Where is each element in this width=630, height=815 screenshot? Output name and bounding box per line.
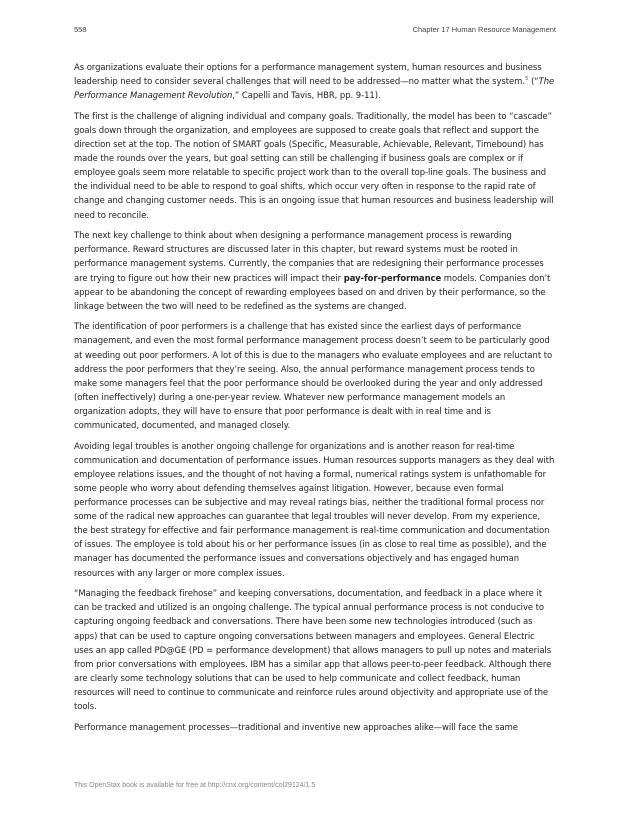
paragraph-4: The identification of poor performers is a challenge that has existed since the earliest days of performance management, and even the most formal performance management process doesn’t seem to be particularly good at weeding out poor performers. A lot of this is due to the managers who evaluate employees and are reluctant to address the poor performers that they’re seeing. Also, the annual performance management process tends to make some managers feel that the poor performance should be overlooked during the year and only addressed (often ineffectively) during a one-per-year review. Whatever new performance management models an organization adopts, they will have to ensure that poor performance is dealt with in real time and is communicated, documented, and managed closely. — [74, 321, 553, 431]
citation-rest: ,” Capelli and Tavis, HBR, pp. 9-11). — [232, 90, 381, 101]
footnote-reference[interactable]: 5 — [524, 76, 529, 83]
paragraph-6: “Managing the feedback firehose” and keeping conversations, documentation, and feedback in a place where it can be tracked and utilized is an ongoing challenge. The typical annual performance process is not conducive to capturing ongoing feedback and conversations. There have been some new technologies introduced (such as apps) that can be used to capture ongoing conversations between managers and employees. General Electric uses an app called PD@GE (PD = performance development) that allows managers to pull up notes and materials from prior conversations with employees. IBM has a similar app that allows peer-to-peer feedback. Although there are clearly some technology solutions that can be used to help communicate and collect feedback, human resources will need to continue to communicate and reinforce rules around objectivity and appropriate use of the tools. — [74, 588, 552, 711]
paragraph-2: The first is the challenge of aligning individual and company goals. Traditionally, the model has been to “cascade” goals down through the organization, and employees are supposed to create goals that reflect and support the direction set at the top. The notion of SMART goals (Specific, Measurable, Achievable, Relevant, Timebound) has made the rounds over the years, but goal setting can still be challenging if business goals are complex or if employee goals seem more relatable to specific project work than to the overall top-line goals. The business and the individual need to be able to respond to goal shifts, which occur very often in response to the rapid rate of change and changing customer needs. This is an ongoing issue that human resources and business leadership will need to reconcile. — [74, 110, 554, 220]
paragraph-3-text: The next key challenge to think about when designing a performance management process is rewarding performance. Reward structures are discussed later in this chapter, but reward systems must be rooted in performance management systems. Currently, the companies that are redesigning their performance processes are trying to figure out how their new practices will impact their — [74, 230, 544, 283]
paragraph-7: Performance management processes—traditional and inventive new approaches alike—will face the same — [74, 721, 518, 732]
chapter-title: Chapter 17 Human Resource Management — [412, 25, 556, 34]
key-term: pay-for-performance — [343, 272, 442, 283]
citation-title: The Performance Management Revolution — [74, 76, 555, 101]
paragraph-5: Avoiding legal troubles is another ongoing challenge for organizations and is another reason for real-time communication and documentation of performance issues. Human resources supports managers as they deal with employee relations issues, and the thought of not having a formal, numerical ratings system is unfathomable for some people who worry about defending themselves against litigation. However, because even formal performance processes can be subjective and may reveal ratings bias, neither the traditional formal process nor some of the radical new approaches can guarantee that legal troubles will never develop. From my experience, the best strategy for effective and fair performance management is real-time communication and documentation of issues. The employee is told about his or her performance issues (in as close to real time as possible), and the manager has documented the performance issues and conversations objectively and has engaged human resources with any larger or more complex issues. — [74, 440, 555, 578]
body-text — [74, 60, 556, 740]
page-header — [74, 25, 556, 37]
paragraph-1 — [74, 60, 556, 102]
citation-open: (“ — [528, 76, 539, 87]
paragraph-3 — [74, 228, 556, 313]
page-number: 558 — [74, 25, 87, 34]
paragraph-1-text: As organizations evaluate their options for a performance management system, human resources and business leadership need to consider several challenges that will need to be addressed—no matter what the system. — [74, 62, 542, 87]
paragraph-3-rest: models. Companies don’t appear to be abandoning the concept of rewarding employees based on and driven by their performance, so the linkage between the two will need to be redefined as the systems are changed. — [74, 272, 551, 311]
page-footer: This OpenStax book is available for free at http://cnx.org/content/col29124/1.5 — [74, 782, 316, 789]
